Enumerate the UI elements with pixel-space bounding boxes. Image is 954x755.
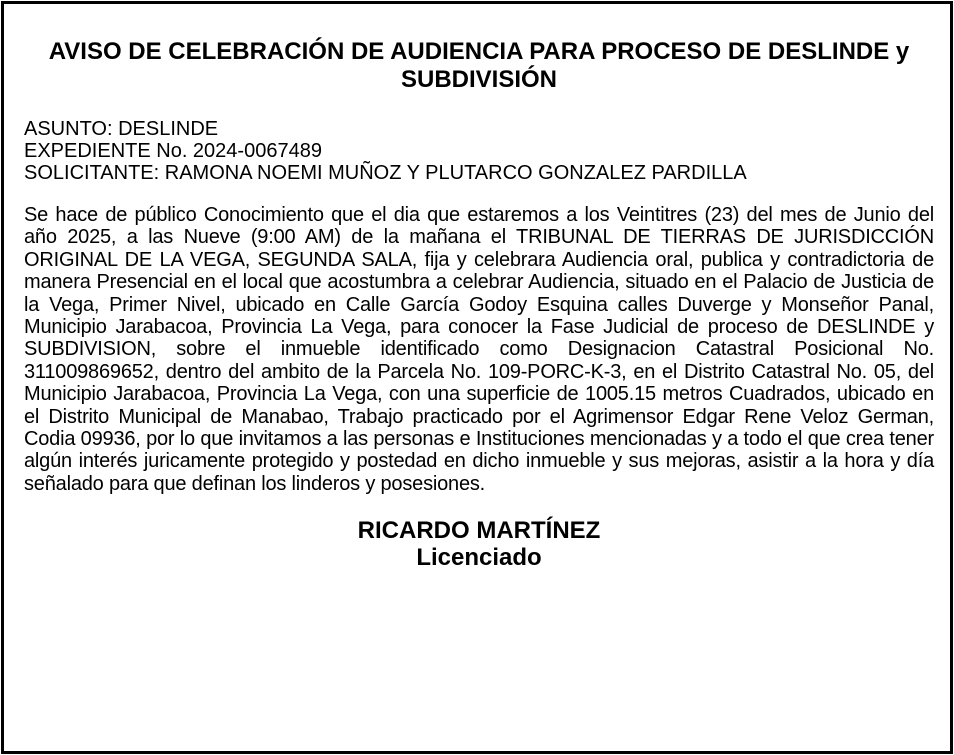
signature-block <box>24 517 934 571</box>
subject-line: ASUNTO: DESLINDE <box>24 118 219 140</box>
notice-title: AVISO DE CELEBRACIÓN DE AUDIENCIA PARA PROCESO DE DESLINDE y SUBDIVISIÓN <box>48 38 910 93</box>
signer-title: Licenciado <box>416 544 542 572</box>
signer-name: RICARDO MARTÍNEZ <box>357 517 601 545</box>
case-number-line: EXPEDIENTE No. 2024-0067489 <box>24 140 322 162</box>
case-details <box>24 118 934 184</box>
notice-content <box>24 38 934 571</box>
notice-border <box>1 1 953 754</box>
notice-body: Se hace de público Conocimiento que el dia que estaremos a los Veintitres (23) del mes de Junio del año 2025, a las Nueve (9:00 AM) de la mañana el TRIBUNAL DE TIERRAS DE JURISDICCIÓN ORIGINAL DE LA VEGA, SEGUNDA SALA, fija y celebrara Audiencia oral, publica y contradictoria de manera Presencial en el local que acostumbra a celebrar Audiencia, situado en el Palacio de Justicia de la Vega, Primer Nivel, ubicado en Calle García Godoy Esquina calles Duverge y Monseñor Panal, Municipio Jarabacoa, Provincia La Vega, para conocer la Fase Judicial de proceso de DESLINDE y SUBDIVISION, sobre el inmueble identificado como Designacion Catastral Posicional No. 311009869652, dentro del ambito de la Parcela No. 109-PORC-K-3, en el Distrito Catastral No. 05, del Municipio Jarabacoa, Provincia La Vega, con una superficie de 1005.15 metros Cuadrados, ubicado en el Distrito Municipal de Manabao, Trabajo practicado por el Agrimensor Edgar Rene Veloz German, Codia 09936, por lo que invitamos a las personas e Instituciones mencionadas y a todo el que crea tener algún interés juricamente protegido y postedad en dicho inmueble y sus mejoras, asistir a la hora y día señalado para que definan los linderos y posesiones. <box>24 204 934 495</box>
applicant-line: SOLICITANTE: RAMONA NOEMI MUÑOZ Y PLUTARCO GONZALEZ PARDILLA <box>24 162 747 184</box>
